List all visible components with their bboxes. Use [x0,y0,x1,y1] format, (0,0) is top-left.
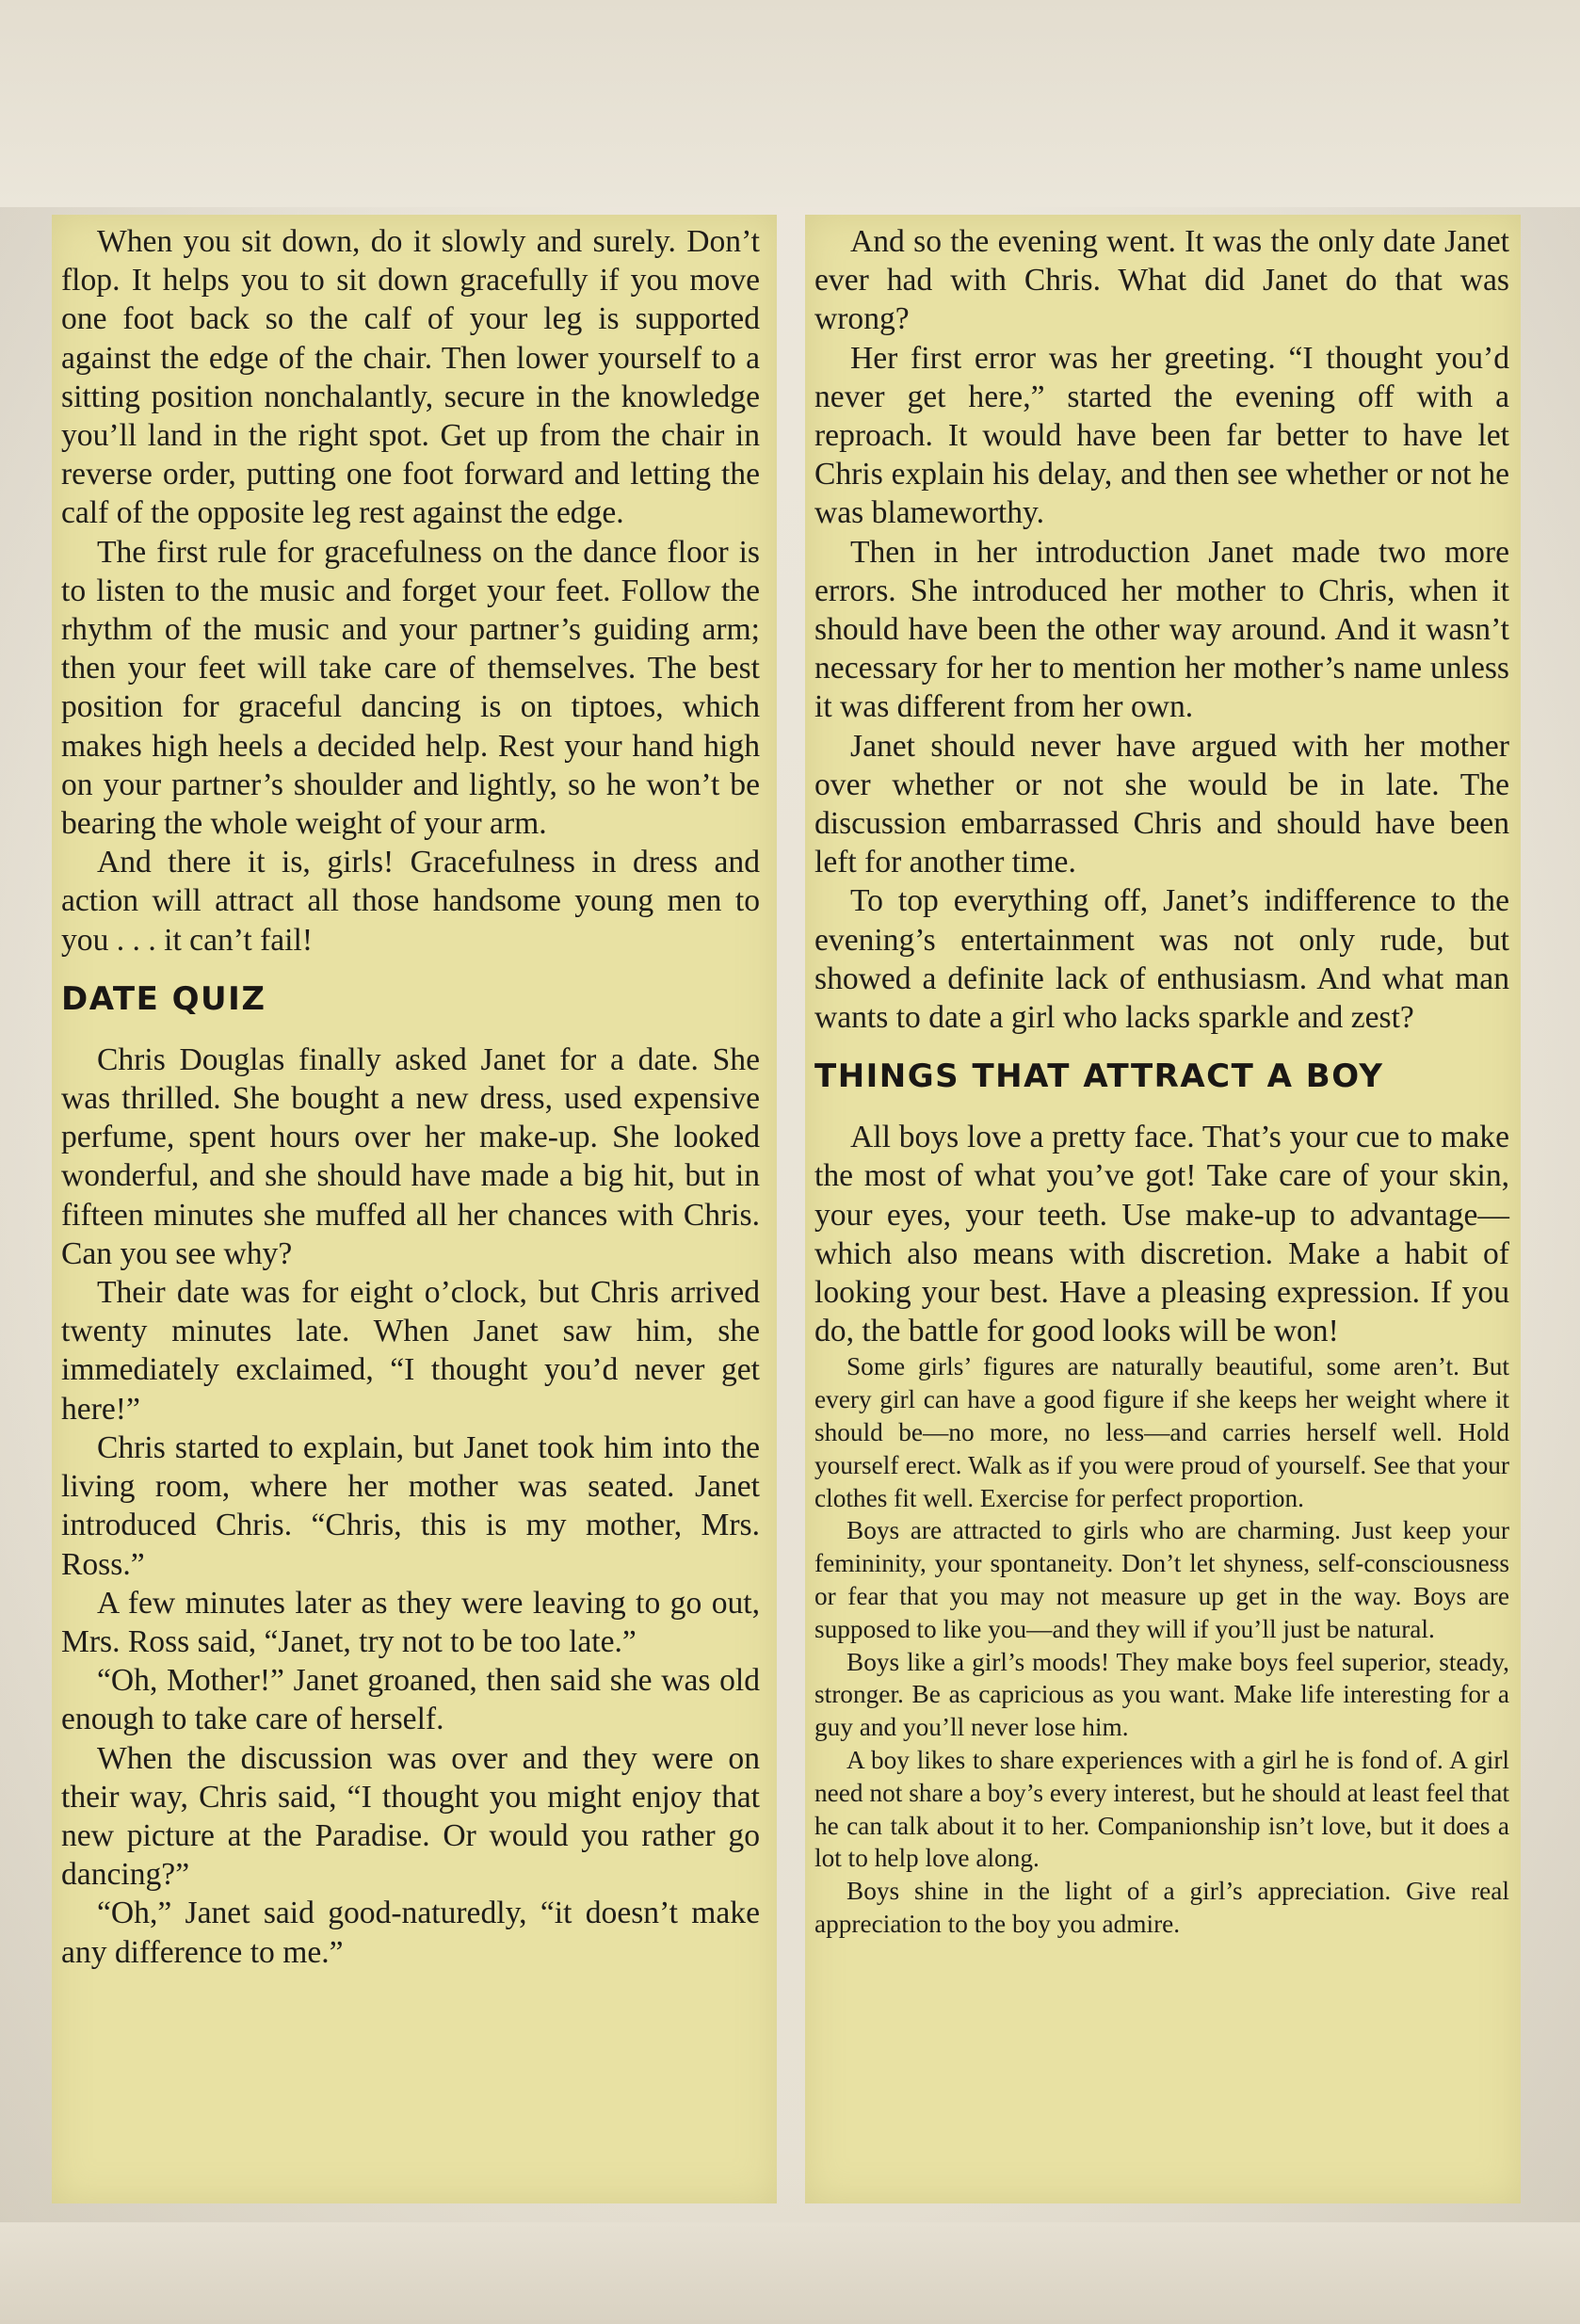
date-quiz-paragraph-7: “Oh,” Janet said good-naturedly, “it doesn’t make any difference to me.” [61,1896,760,1970]
left-column [52,215,777,2203]
date-quiz-paragraph-1: Chris Douglas finally asked Janet for a date. She was thrilled. She bought a new dress, used expensive perfume, spent hours over her make-up. She looked wonderful, and she should have made a big hit, but in fifteen minutes she muffed all her chances with Chris. Can you see why? [61,1041,760,1271]
gracefulness-paragraph-2: The first rule for gracefulness on the dance floor is to listen to the music and forget your feet. Follow the rhythm of the music and your partner’s guiding arm; then your feet will take care of themselves. The best position for graceful dancing is on tiptoes, which makes high heels a decided help. Rest your hand high on your partner’s shoulder and lightly, so he won’t be bearing the whole weight of your arm. [61,534,760,842]
right-column-text [814,222,1509,1941]
things-that-attract-heading: THINGS THAT ATTRACT A BOY [814,1057,1384,1096]
right-column [805,215,1521,2203]
things-paragraph-charm: Boys are attracted to girls who are charming. Just keep your femininity, your spontaneity. Don’t let shyness, self-consciousness or fear that you may not measure up get in the way. Boys are supposed to like you—and they will if you’ll just be natural. [814,1516,1509,1643]
answer-paragraph-5: To top everything off, Janet’s indifference to the evening’s entertainment was not only rude, but showed a definite lack of enthusiasm. And what man wants to date a girl who lacks sparkle and zest? [814,883,1509,1036]
answer-paragraph-3: Then in her introduction Janet made two more errors. She introduced her mother to Chris, when it should have been the other way around. And it wasn’t necessary for her to mention her mother’s name unless it was different from her own. [814,534,1509,725]
bottom-margin [0,2222,1580,2324]
date-quiz-heading: DATE QUIZ [61,979,266,1018]
answer-paragraph-4: Janet should never have argued with her mother over whether or not she would be in late. The discussion embarrassed Chris and should have been left for another time. [814,728,1509,880]
left-column-text [61,222,760,1972]
top-margin [0,0,1580,207]
gracefulness-paragraph-3: And there it is, girls! Gracefulness in dress and action will attract all those handsome young men to you . . . it can’t fail! [61,845,760,958]
date-quiz-paragraph-2: Their date was for eight o’clock, but Chris arrived twenty minutes late. When Janet saw him, she immediately exclaimed, “I thought you’d never get here!” [61,1275,760,1427]
things-intro-paragraph: All boys love a pretty face. That’s your cue to make the most of what you’ve got! Take care of your skin, your eyes, your teeth. Use make-up to advantage—which also means with discretion. Make a habit of looking your best. Have a pleasing expression. If you do, the battle for good looks will be won! [814,1120,1509,1349]
date-quiz-paragraph-4: A few minutes later as they were leaving to go out, Mrs. Ross said, “Janet, try not to be too late.” [61,1585,760,1659]
date-quiz-paragraph-6: When the discussion was over and they were on their way, Chris said, “I thought you might enjoy that new picture at the Paradise. Or would you rather go dancing?” [61,1740,760,1893]
answer-paragraph-2: Her first error was her greeting. “I thought you’d never get here,” started the evening off with a reproach. It would have been far better to have let Chris explain his delay, and then see whether or not he was blameworthy. [814,340,1509,531]
date-quiz-paragraph-3: Chris started to explain, but Janet took him into the living room, where her mother was seated. Janet introduced Chris. “Chris, this is my mother, Mrs. Ross.” [61,1429,760,1582]
gracefulness-paragraph-1: When you sit down, do it slowly and surely. Don’t flop. It helps you to sit down gracefully if you move one foot back so the calf of your leg is supported against the edge of the chair. Then lower yourself to a sitting position nonchalantly, secure in the knowledge you’ll land in the right spot. Get up from the chair in reverse order, putting one foot forward and letting the calf of the opposite leg rest against the edge. [61,224,760,531]
things-small-print [814,1350,1509,1940]
things-paragraph-experiences: A boy likes to share experiences with a girl he is fond of. A girl need not share a boy’s every interest, but he should at least feel that he can talk about it to her. Companionship isn’t love, but it does a lot to help love along. [814,1746,1509,1873]
things-paragraph-figure: Some girls’ figures are naturally beautiful, some aren’t. But every girl can have a good figure if she keeps her weight where it should be—no more, no less—and carries herself well. Hold yourself erect. Walk as if you were proud of yourself. See that your clothes fit well. Exercise for perfect proportion. [814,1352,1509,1512]
date-quiz-paragraph-5: “Oh, Mother!” Janet groaned, then said she was old enough to take care of herself. [61,1663,760,1737]
things-paragraph-appreciation: Boys shine in the light of a girl’s appreciation. Give real appreciation to the boy you admire. [814,1877,1509,1939]
things-paragraph-moods: Boys like a girl’s moods! They make boys feel superior, steady, stronger. Be as capricious as you want. Make life interesting for a guy and you’ll never lose him. [814,1647,1509,1742]
answer-paragraph-1: And so the evening went. It was the only date Janet ever had with Chris. What did Janet do that was wrong? [814,224,1509,337]
